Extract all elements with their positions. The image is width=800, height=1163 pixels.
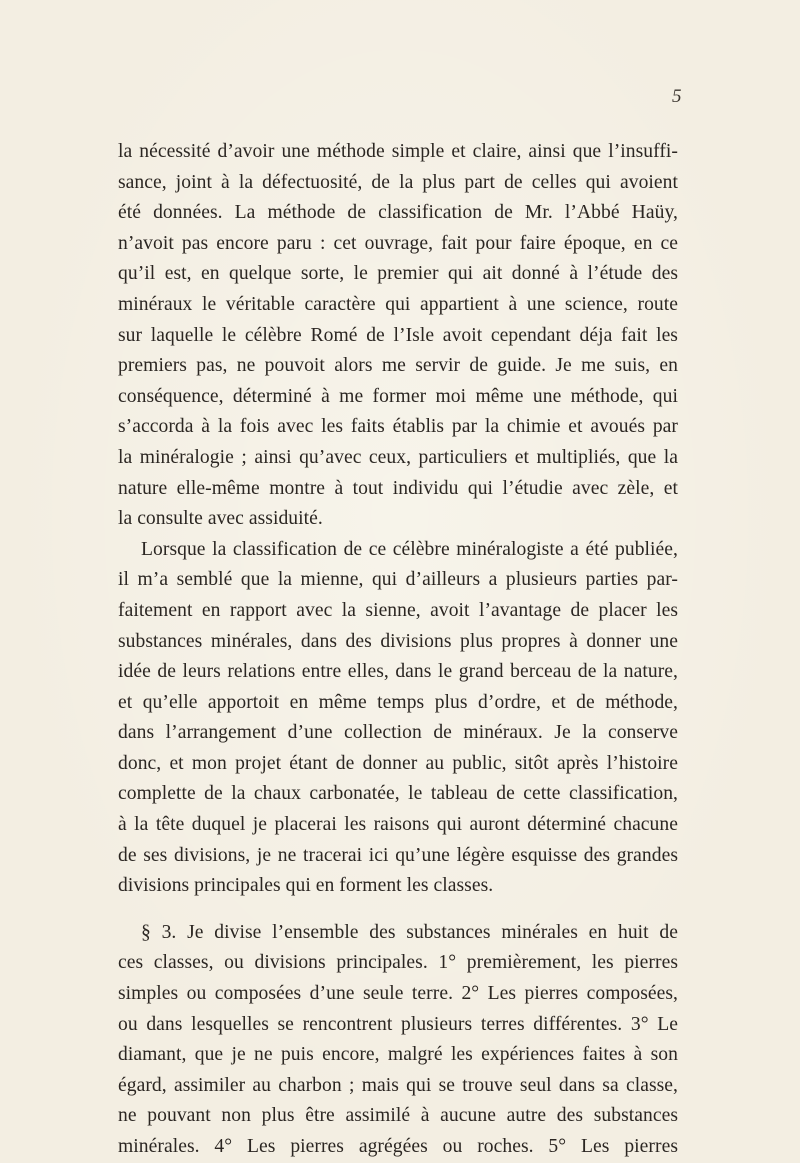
body-text [118,137,678,1163]
text-line: la nécessité d’avoir une méthode simple et claire, ainsi que l’insuffi- [118,141,678,162]
text-line: été données. La méthode de classification de Mr. l’Abbé Haüy, [118,202,678,224]
text-line: n’avoit pas encore paru : cet ouvrage, fait pour faire époque, en ce [118,232,678,254]
text-line: idée de leurs relations entre elles, dans le grand berceau de la nature, [118,661,678,683]
text-line: ne pouvant non plus être assimilé à aucune autre des substances [118,1105,678,1127]
text-line: premiers pas, ne pouvoit alors me servir de guide. Je me suis, en [118,355,678,377]
text-line: à la tête duquel je placerai les raisons qui auront déterminé chacune [118,814,678,836]
paragraph-2 [118,535,678,902]
text-line: nature elle-même montre à tout individu qui l’étudie avec zèle, et [118,477,678,499]
text-line: ou dans lesquelles se rencontrent plusieurs terres différentes. 3° Le [118,1013,678,1035]
text-line: s’accorda à la fois avec les faits établis par la chimie et avoués par [118,416,678,438]
text-line: § 3. Je divise l’ensemble des substances minérales en huit de [141,921,678,943]
text-line: minéraux le véritable caractère qui appartient à une science, route [118,293,678,315]
text-line: dans l’arrangement d’une collection de minéraux. Je la conserve [118,722,678,744]
text-line: diamant, que je ne puis encore, malgré les expériences faites à son [118,1044,678,1066]
text-line: complette de la chaux carbonatée, le tableau de cette classification, [118,783,678,805]
text-line: divisions principales qui en forment les classes. [118,875,494,897]
text-line: simples ou composées d’une seule terre. 2° Les pierres composées, [118,983,678,1005]
text-line: faitement en rapport avec la sienne, avoit l’avantage de placer les [118,599,678,621]
text-line: égard, assimiler au charbon ; mais qui se trouve seul dans sa classe, [118,1074,678,1096]
text-line: ces classes, ou divisions principales. 1° premièrement, les pierres [118,952,678,974]
text-line: la consulte avec assiduité. [118,508,323,530]
paragraph-3 [118,918,678,1163]
text-line: conséquence, déterminé à me former moi même une méthode, qui [118,385,678,407]
text-line: la minéralogie ; ainsi qu’avec ceux, particuliers et multipliés, que la [118,446,678,468]
text-line: de ses divisions, je ne tracerai ici qu’une légère esquisse des grandes [118,844,678,866]
text-line: Lorsque la classification de ce célèbre minéralogiste a été publiée, [141,538,678,560]
text-line: donc, et mon projet étant de donner au public, sitôt après l’histoire [118,752,678,774]
page-number: 5 [672,86,682,107]
text-line: substances minérales, dans des divisions plus propres à donner une [118,630,678,652]
text-line: et qu’elle apportoit en même temps plus d’ordre, et de méthode, [118,691,678,713]
paragraph-1 [118,137,678,535]
text-line: minérales. 4° Les pierres agrégées ou roches. 5° Les pierres [118,1136,678,1157]
text-line: qu’il est, en quelque sorte, le premier qui ait donné à l’étude des [118,263,678,285]
text-line: sur laquelle le célèbre Romé de l’Isle avoit cependant déja fait les [118,324,678,346]
text-line: il m’a semblé que la mienne, qui d’ailleurs a plusieurs parties par- [118,569,678,591]
text-line: sance, joint à la défectuosité, de la plus part de celles qui avoient [118,171,678,193]
